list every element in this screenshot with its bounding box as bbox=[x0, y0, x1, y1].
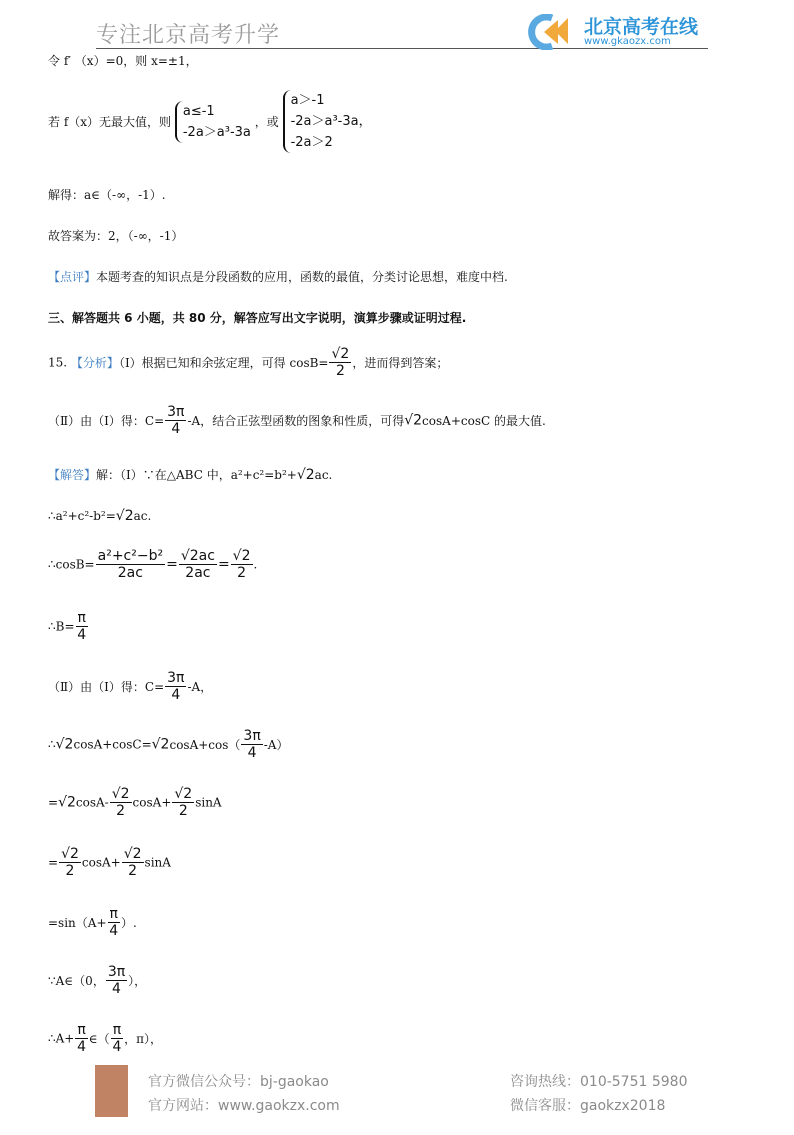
sol-2-tail: ac. bbox=[133, 509, 152, 523]
sol-line-6: ∴√2cosA+cosC=√2cosA+cos（ $\frac{3\pi}{4}$ -A） bbox=[48, 728, 289, 761]
sol-line-11 bbox=[48, 1022, 162, 1055]
solution-tag: 【解答】 bbox=[48, 468, 97, 482]
sol-line-5 bbox=[48, 670, 212, 703]
line-comment bbox=[48, 268, 508, 285]
line-solve-result: 解得：a∈（-∞，-1）. bbox=[48, 188, 166, 202]
gk-logo-icon bbox=[522, 14, 580, 50]
sol-6-mid: cosA+cosC= bbox=[73, 737, 152, 752]
sol-1-tail: ac. bbox=[314, 468, 333, 482]
no-max-prefix: 若 f（x）无最大值，则 bbox=[48, 115, 172, 129]
sol-6-text: ∴ bbox=[48, 737, 56, 752]
sol-8-mid: cosA+ bbox=[81, 855, 121, 870]
fraction-pi-over-4: $\frac{\pi}{4}$ bbox=[77, 1022, 87, 1055]
fraction-sqrt2-over-2: $\frac{√2}{2}$ bbox=[331, 346, 350, 379]
q15-analysis2-tail: cosA+cosC 的最大值. bbox=[422, 414, 546, 428]
sys1-row1: a≤-1 bbox=[182, 103, 215, 119]
sol-line-2 bbox=[48, 508, 151, 524]
sol-10-tail: ）， bbox=[128, 974, 147, 988]
fraction-sqrt2-over-2: $\frac{√2}{2}$ bbox=[232, 548, 251, 581]
fraction-sqrt2-over-2: $\frac{√2}{2}$ bbox=[111, 786, 130, 819]
footer-accent-bar bbox=[95, 1065, 128, 1117]
line-derivative-zero: 令 f′ （x）=0，则 x=±1， bbox=[48, 54, 198, 68]
sol-7-text: = bbox=[48, 795, 59, 810]
q15-analysis-text: （Ⅰ）根据已知和余弦定理，可得 cosB= bbox=[118, 356, 329, 370]
sol-line-1 bbox=[48, 466, 332, 483]
sol-line-3: ∴cosB= $\frac{\text{a²+c²−b²}}{2ac}$ = $\frac{√2ac}{2ac}$ = $\frac{√2}{2}$ . bbox=[48, 548, 258, 581]
sol-11-mid: ∈（ bbox=[88, 1032, 110, 1046]
line-answer: 故答案为：2，（-∞，-1） bbox=[48, 229, 184, 243]
q15-analysis-1 bbox=[48, 346, 448, 379]
sol-11-text: ∴A+ bbox=[48, 1031, 75, 1046]
line-no-max-condition bbox=[48, 90, 372, 153]
sys2-row1: a＞-1 bbox=[290, 93, 325, 108]
sys1-row2: -2a＞a³-3a bbox=[182, 124, 251, 140]
sol-11-tail: ，π）， bbox=[124, 1032, 163, 1046]
fraction-pi-over-4: $\frac{\pi}{4}$ bbox=[109, 906, 119, 939]
fraction-pi-over-4: $\frac{\pi}{4}$ bbox=[77, 610, 87, 643]
footer-wechat-public: 官方微信公众号：bj-gaokao bbox=[148, 1074, 329, 1090]
or-text: ，或 bbox=[254, 115, 279, 129]
system-1 bbox=[175, 101, 251, 143]
sol-9-text: =sin（A+ bbox=[48, 916, 107, 930]
fraction-pi-over-4: $\frac{\pi}{4}$ bbox=[112, 1022, 122, 1055]
sol-2-text: ∴a²+c²-b²= bbox=[48, 509, 116, 523]
fraction-3pi-over-4: $\frac{3\pi}{4}$ bbox=[107, 964, 126, 997]
fraction-3pi-over-4: $\frac{3\pi}{4}$ bbox=[243, 728, 261, 761]
fraction-sqrt2-over-2: $\frac{√2}{2}$ bbox=[174, 786, 193, 819]
sol-line-10 bbox=[48, 964, 146, 997]
sol-line-9 bbox=[48, 906, 137, 939]
sqrt2: √2 bbox=[404, 412, 423, 429]
q15-analysis2-mid: -A，结合正弦型函数的图象和性质，可得 bbox=[187, 414, 405, 428]
sqrt2: √2 bbox=[115, 508, 134, 524]
sol-8-text: = bbox=[48, 855, 59, 870]
system-2 bbox=[283, 90, 372, 153]
fraction-sqrt2-over-2: $\frac{√2}{2}$ bbox=[123, 846, 142, 879]
logo-url: www.gkaozx.com bbox=[584, 36, 671, 47]
site-logo bbox=[522, 12, 712, 52]
sol-7-tail: sinA bbox=[195, 795, 222, 810]
sol-7-mid2: cosA+ bbox=[132, 795, 172, 810]
q15-analysis-2 bbox=[48, 404, 546, 437]
sol-10-text: ∵A∈（0， bbox=[48, 974, 105, 988]
sys2-row3: -2a＞2 bbox=[290, 135, 333, 150]
section-heading: 三、解答题共 6 小题，共 80 分，解答应写出文字说明，演算步骤或证明过程. bbox=[48, 311, 467, 325]
footer-website: 官方网站：www.gaokzx.com bbox=[148, 1098, 340, 1114]
comment-text: 本题考查的知识点是分段函数的应用，函数的最值，分类讨论思想，难度中档. bbox=[96, 270, 508, 284]
footer-wechat-service: 微信客服：gaokzx2018 bbox=[510, 1098, 666, 1114]
comment-tag: 【点评】 bbox=[48, 270, 97, 284]
logo-text: 北京高考在线 bbox=[584, 16, 699, 38]
sol-4-text: ∴B= bbox=[48, 619, 75, 634]
sol-5-tail: -A， bbox=[187, 680, 213, 694]
footer-hotline: 咨询热线：010-5751 5980 bbox=[510, 1074, 688, 1090]
sol-line-7: =√2cosA- $\frac{√2}{2}$ cosA+ $\frac{√2}{2}$ sinA bbox=[48, 786, 222, 819]
sol-1-text: 解：（Ⅰ）∵在△ABC 中，a²+c²=b²+ bbox=[96, 468, 297, 482]
sol-9-tail: ）. bbox=[120, 916, 137, 930]
q15-number: 15. bbox=[48, 355, 68, 370]
header-title: 专注北京高考升学 bbox=[96, 23, 281, 48]
sol-3-text: ∴cosB= bbox=[48, 557, 95, 572]
fraction-cosine-law: $\frac{\text{a²+c²−b²}}{2ac}$ bbox=[97, 548, 164, 581]
sol-8-tail: sinA bbox=[144, 855, 171, 870]
sol-7-mid: cosA- bbox=[75, 795, 109, 810]
sol-6-mid2: cosA+cos（ bbox=[169, 738, 241, 752]
fraction-sqrt2-over-2: $\frac{√2}{2}$ bbox=[61, 846, 79, 879]
sol-6-tail: -A） bbox=[263, 738, 289, 752]
sol-line-8 bbox=[48, 846, 171, 879]
fraction-sqrt2ac-over-2ac: $\frac{√2ac}{2ac}$ bbox=[180, 548, 215, 581]
sqrt2: √2 bbox=[296, 467, 315, 483]
analysis-tag: 【分析】 bbox=[70, 356, 119, 370]
q15-analysis-tail: ，进而得到答案； bbox=[352, 356, 449, 370]
sys2-row2: -2a＞a³-3a， bbox=[290, 114, 372, 129]
fraction-3pi-over-4: $\frac{3\pi}{4}$ bbox=[167, 404, 185, 437]
q15-analysis2-text: （Ⅱ）由（Ⅰ）得：C= bbox=[48, 414, 165, 428]
sol-5-text: （Ⅱ）由（Ⅰ）得：C= bbox=[48, 680, 165, 694]
sol-line-4 bbox=[48, 610, 89, 643]
fraction-3pi-over-4: $\frac{3\pi}{4}$ bbox=[167, 670, 185, 703]
